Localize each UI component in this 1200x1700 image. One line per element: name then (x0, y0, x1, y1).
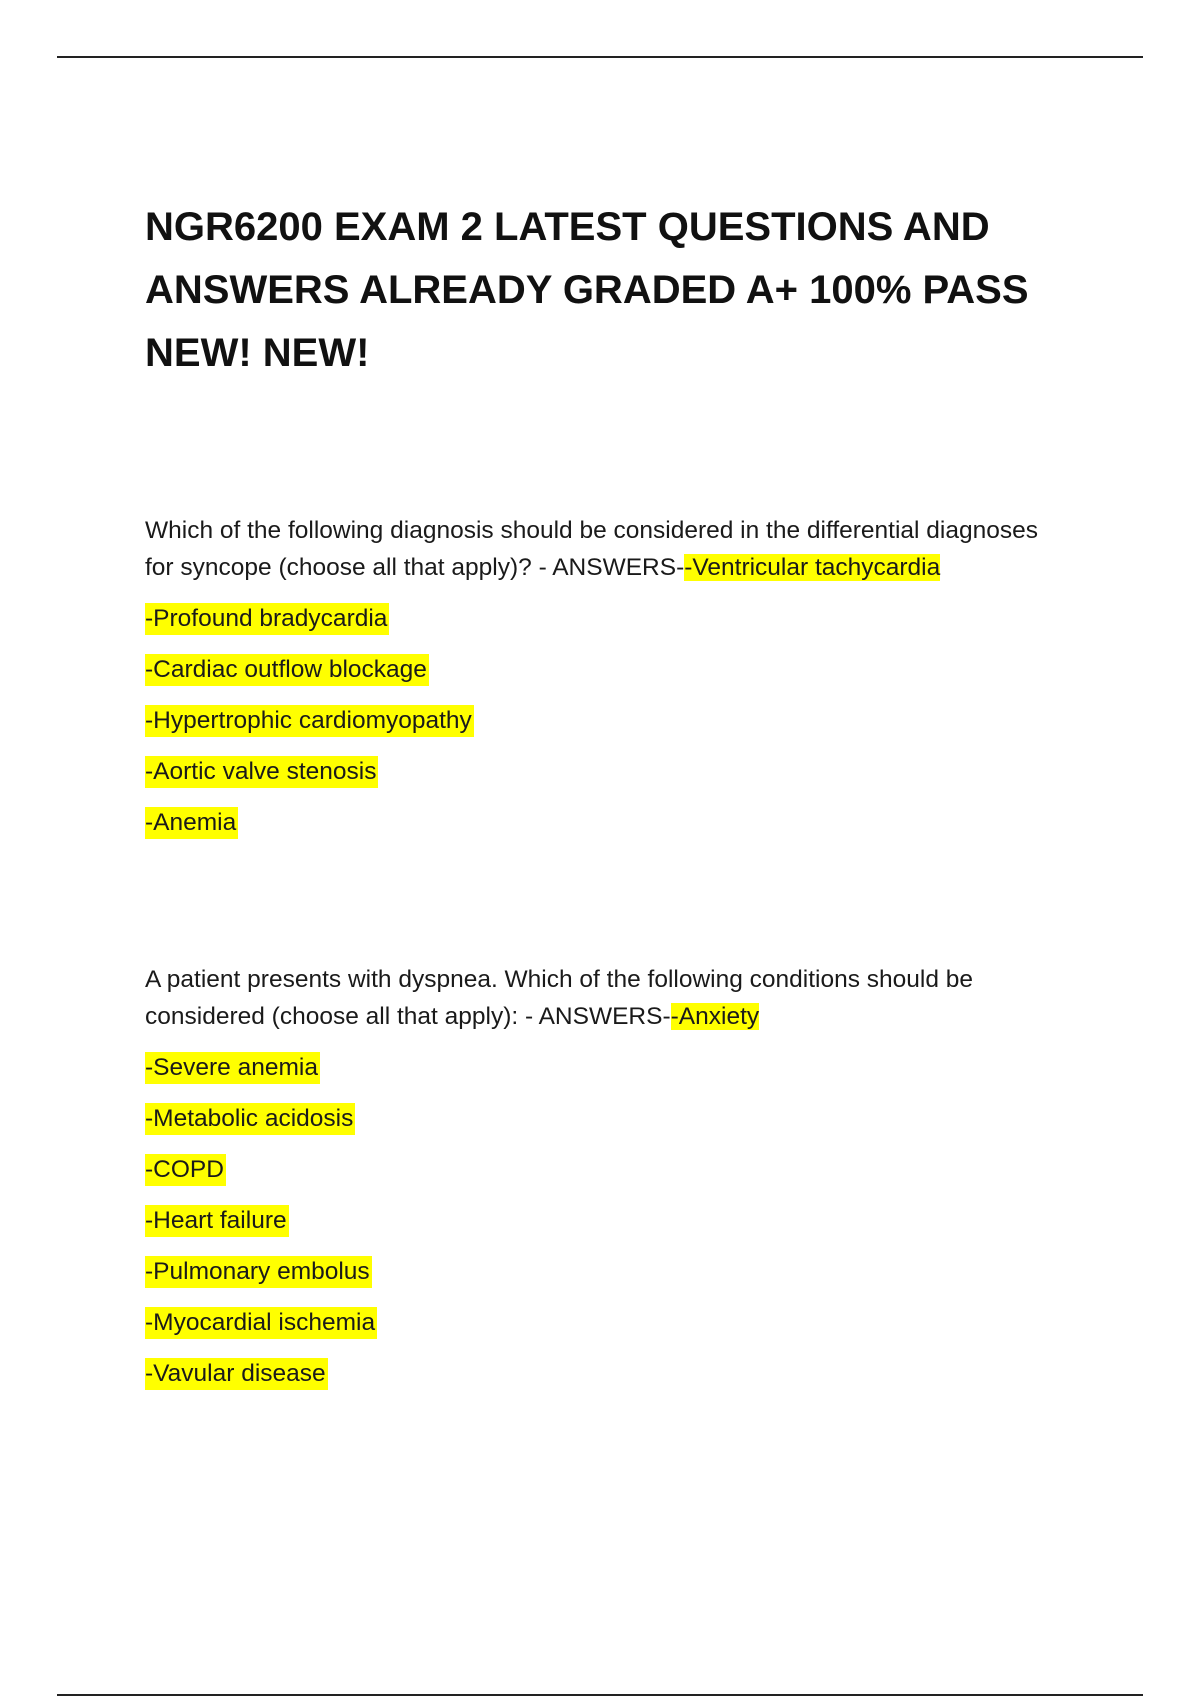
question-text: Which of the following diagnosis should be considered in the differential diagnoses for syncope (choose all that apply)? - ANSWERS--Ventricular tachycardia (145, 517, 1039, 581)
answer-item: -Heart failure (145, 1202, 1065, 1239)
question-block-1 (145, 512, 1065, 841)
question-text: A patient presents with dyspnea. Which of the following conditions should be considered (choose all that apply): - ANSWERS--Anxiety (145, 966, 974, 1030)
answer-highlight: -Ventricular tachycardia (684, 554, 941, 581)
top-rule (57, 56, 1143, 58)
answer-highlight: -Anxiety (670, 1003, 760, 1030)
answer-item: -Hypertrophic cardiomyopathy (145, 702, 1065, 739)
question-block-2 (145, 961, 1065, 1392)
answer-item: -Vavular disease (145, 1355, 1065, 1392)
document-title: NGR6200 EXAM 2 LATEST QUESTIONS AND ANSWERS ALREADY GRADED A+ 100% PASS NEW! NEW! (145, 205, 1029, 375)
answer-item: -Pulmonary embolus (145, 1253, 1065, 1290)
answer-item: -Myocardial ischemia (145, 1304, 1065, 1341)
answer-item: -COPD (145, 1151, 1065, 1188)
answer-item: -Profound bradycardia (145, 600, 1065, 637)
answer-item: -Aortic valve stenosis (145, 753, 1065, 790)
answer-item: -Severe anemia (145, 1049, 1065, 1086)
bottom-rule (57, 1694, 1143, 1696)
answer-item: -Anemia (145, 804, 1065, 841)
answer-item: -Metabolic acidosis (145, 1100, 1065, 1137)
answer-item: -Cardiac outflow blockage (145, 651, 1065, 688)
